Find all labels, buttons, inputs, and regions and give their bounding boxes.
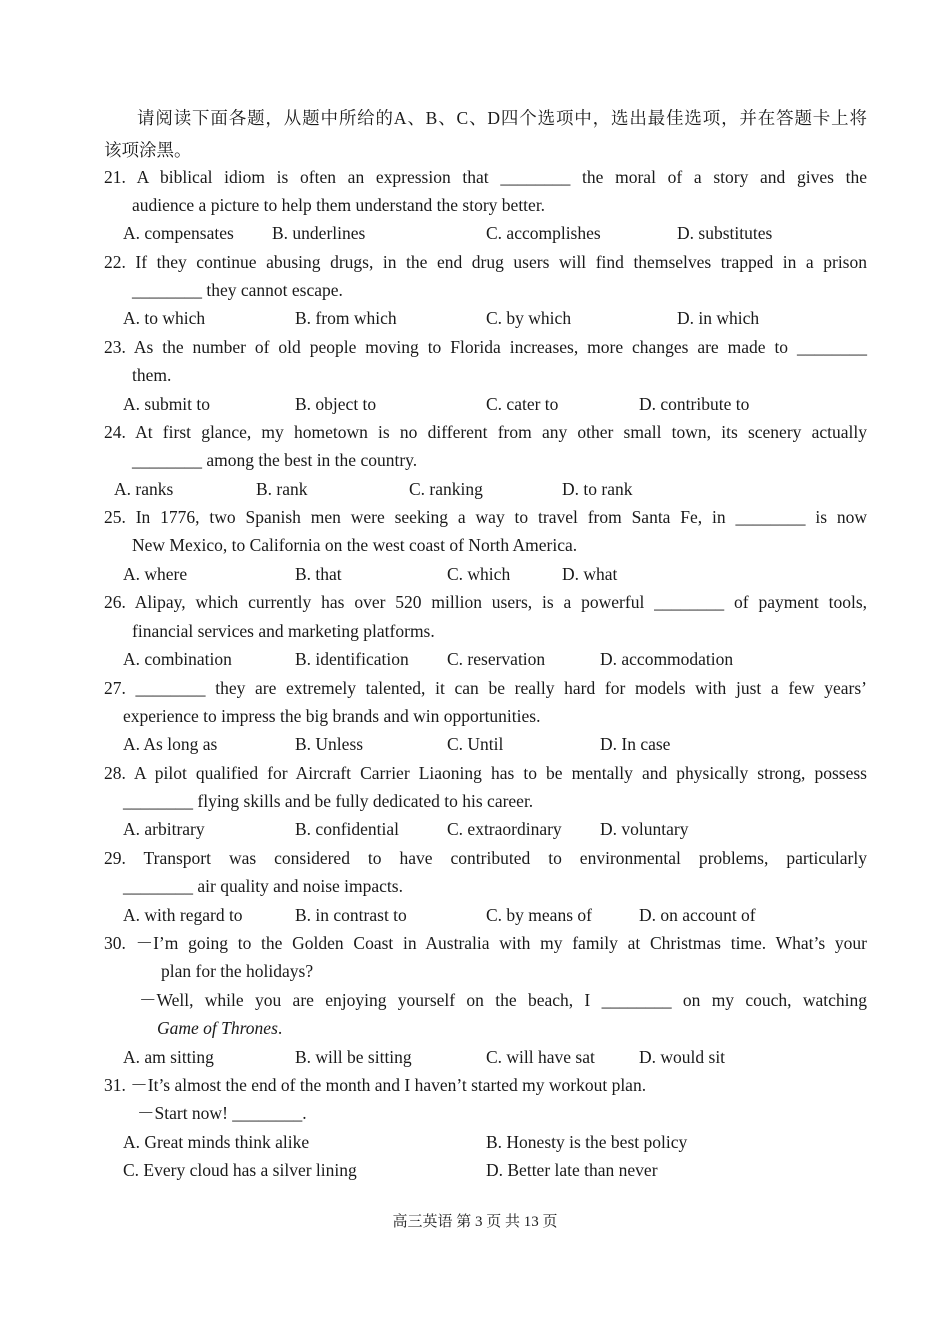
- q31-option-c[interactable]: C. Every cloud has a silver lining: [123, 1160, 357, 1180]
- q22-option-b[interactable]: B. from which: [295, 308, 397, 328]
- q30-option-d[interactable]: D. would sit: [639, 1047, 726, 1067]
- q31-option-d[interactable]: D. Better late than never: [486, 1160, 658, 1180]
- question-30-line-1: 30. －I’m going to the Golden Coast in Australia with my family at Christmas time. What’s your: [104, 933, 867, 953]
- q30-option-c[interactable]: C. will have sat: [486, 1047, 595, 1067]
- instructions-line-1: 请阅读下面各题，从题中所给的A、B、C、D四个选项中，选出最佳选项，并在答题卡上将: [137, 108, 867, 128]
- q28-option-d[interactable]: D. voluntary: [600, 819, 689, 839]
- q28-option-b[interactable]: B. confidential: [295, 819, 400, 839]
- q25-option-c[interactable]: C. which: [447, 564, 511, 584]
- question-24-line-2: ________ among the best in the country.: [132, 450, 418, 470]
- q24-option-c[interactable]: C. ranking: [409, 479, 483, 499]
- q24-option-b[interactable]: B. rank: [256, 479, 308, 499]
- question-27-line-2: experience to impress the big brands and win opportunities.: [123, 706, 541, 726]
- question-25-line-1: 25. In 1776, two Spanish men were seeking a way to travel from Santa Fe, in ________ is now: [104, 507, 868, 527]
- question-22-line-2: ________ they cannot escape.: [132, 280, 343, 300]
- page-footer: 高三英语 第 3 页 共 13 页: [392, 1214, 558, 1230]
- q21-option-d[interactable]: D. substitutes: [677, 223, 773, 243]
- q26-option-a[interactable]: A. combination: [123, 649, 232, 669]
- q30-option-b[interactable]: B. will be sitting: [295, 1047, 412, 1067]
- question-31-line-1: 31. －It’s almost the end of the month and I haven’t started my workout plan.: [104, 1075, 647, 1095]
- q26-option-c[interactable]: C. reservation: [447, 649, 546, 669]
- question-28-line-1: 28. A pilot qualified for Aircraft Carrier Liaoning has to be mentally and physically strong, possess: [104, 763, 867, 783]
- q29-option-a[interactable]: A. with regard to: [123, 905, 243, 925]
- question-23-line-2: them.: [132, 365, 172, 385]
- q26-option-b[interactable]: B. identification: [295, 649, 409, 669]
- q29-option-d[interactable]: D. on account of: [639, 905, 756, 925]
- q22-option-a[interactable]: A. to which: [123, 308, 206, 328]
- q23-option-b[interactable]: B. object to: [295, 394, 377, 414]
- q24-option-a[interactable]: A. ranks: [114, 479, 174, 499]
- q29-option-c[interactable]: C. by means of: [486, 905, 592, 925]
- question-21-line-1: 21. A biblical idiom is often an expression that ________ the moral of a story and gives the: [104, 167, 867, 187]
- question-31-line-2: －Start now! ________.: [137, 1103, 307, 1123]
- question-29-line-1: 29. Transport was considered to have contributed to environmental problems, particularly: [104, 848, 867, 868]
- q27-option-c[interactable]: C. Until: [447, 734, 504, 754]
- question-30-line-2: plan for the holidays?: [161, 961, 314, 981]
- q31-option-b[interactable]: B. Honesty is the best policy: [486, 1132, 688, 1152]
- q29-option-b[interactable]: B. in contrast to: [295, 905, 407, 925]
- question-23-line-1: 23. As the number of old people moving to Florida increases, more changes are made to ________: [104, 337, 867, 357]
- question-29-line-2: ________ air quality and noise impacts.: [123, 876, 403, 896]
- q22-option-c[interactable]: C. by which: [486, 308, 572, 328]
- q28-option-c[interactable]: C. extraordinary: [447, 819, 562, 839]
- question-25-line-2: New Mexico, to California on the west coast of North America.: [132, 535, 578, 555]
- question-24-line-1: 24. At first glance, my hometown is no different from any other small town, its scenery actually: [104, 422, 867, 442]
- q31-option-a[interactable]: A. Great minds think alike: [123, 1132, 310, 1152]
- q27-option-b[interactable]: B. Unless: [295, 734, 364, 754]
- q22-option-d[interactable]: D. in which: [677, 308, 760, 328]
- q27-option-a[interactable]: A. As long as: [123, 734, 218, 754]
- question-26-line-2: financial services and marketing platforms.: [132, 621, 435, 641]
- q21-option-c[interactable]: C. accomplishes: [486, 223, 601, 243]
- q21-option-a[interactable]: A. compensates: [123, 223, 234, 243]
- question-30-line-4: Game of Thrones.: [157, 1018, 283, 1038]
- q26-option-d[interactable]: D. accommodation: [600, 649, 734, 669]
- q23-option-d[interactable]: D. contribute to: [639, 394, 750, 414]
- q30-option-a[interactable]: A. am sitting: [123, 1047, 214, 1067]
- q23-option-c[interactable]: C. cater to: [486, 394, 559, 414]
- question-27-line-1: 27. ________ they are extremely talented, it can be really hard for models with just a few years’: [104, 678, 867, 698]
- q23-option-a[interactable]: A. submit to: [123, 394, 211, 414]
- q28-option-a[interactable]: A. arbitrary: [123, 819, 205, 839]
- instructions-line-2: 该项涂黑。: [104, 140, 192, 160]
- q27-option-d[interactable]: D. In case: [600, 734, 671, 754]
- q24-option-d[interactable]: D. to rank: [562, 479, 633, 499]
- q25-option-d[interactable]: D. what: [562, 564, 618, 584]
- question-22-line-1: 22. If they continue abusing drugs, in the end drug users will find themselves trapped in a prison: [104, 252, 867, 272]
- question-28-line-2: ________ flying skills and be fully dedicated to his career.: [123, 791, 534, 811]
- question-26-line-1: 26. Alipay, which currently has over 520 million users, is a powerful ________ of payment tools,: [104, 592, 867, 612]
- q25-option-b[interactable]: B. that: [295, 564, 342, 584]
- question-21-line-2: audience a picture to help them understand the story better.: [132, 195, 546, 215]
- show-title: Game of Thrones: [157, 1018, 278, 1038]
- q21-option-b[interactable]: B. underlines: [272, 223, 366, 243]
- question-30-line-3: －Well, while you are enjoying yourself on the beach, I ________ on my couch, watching: [139, 990, 867, 1010]
- q25-option-a[interactable]: A. where: [123, 564, 188, 584]
